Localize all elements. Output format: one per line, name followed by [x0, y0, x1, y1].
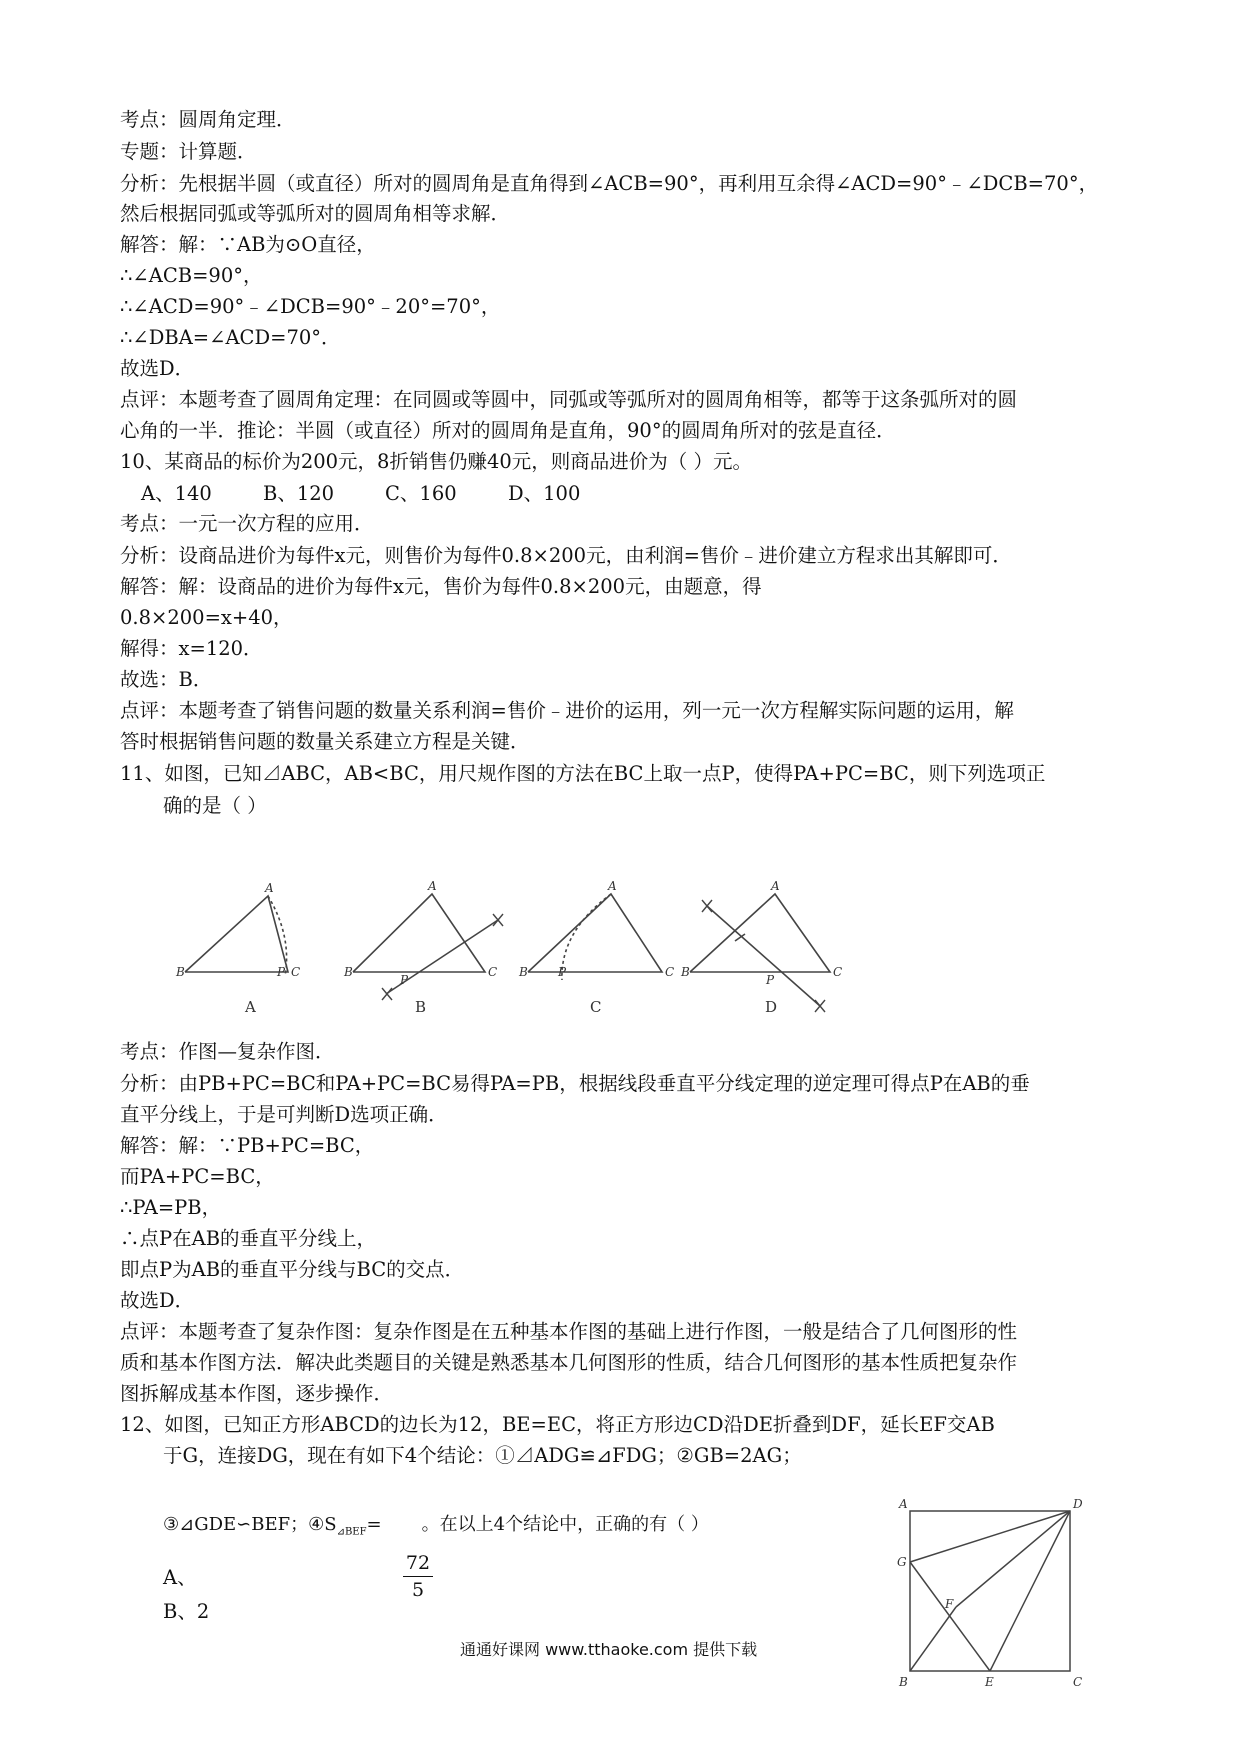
jieda-q11-4: ∴点P在AB的垂直平分线上，	[120, 1227, 377, 1250]
fig-c-b: B	[519, 965, 528, 979]
q10-option-d: D、100	[508, 482, 581, 505]
page-footer: 通通好课网 www.tthaoke.com 提供下载	[460, 1640, 758, 1659]
sq-label-e: E	[985, 1675, 994, 1689]
fenxi-q9-2: 然后根据同弧或等弧所对的圆周角相等求解．	[120, 202, 511, 225]
sq-label-f: F	[945, 1597, 954, 1611]
q12-fraction	[403, 1550, 433, 1603]
sq-label-a: A	[899, 1497, 908, 1511]
kaodian-q10: 考点：一元一次方程的应用．	[120, 512, 374, 535]
figure-d-line	[707, 906, 820, 1006]
figure-c-arc	[562, 894, 611, 980]
fig-d-b: B	[681, 965, 690, 979]
jieda-q10-2: 0.8×200=x+40，	[120, 606, 293, 629]
guxuan-q10: 故选：B．	[120, 668, 213, 691]
jieda-q11-5: 即点P为AB的垂直平分线与BC的交点．	[120, 1258, 465, 1281]
dianping-q10-1: 点评：本题考查了销售问题的数量关系利润=售价﹣进价的运用，列一元一次方程解实际问题的运用，解	[120, 699, 1014, 722]
q10-option-a: A、140	[141, 482, 212, 505]
jieda-q11-2: 而PA+PC=BC，	[120, 1165, 275, 1188]
guxuan-q9: 故选D．	[120, 357, 195, 380]
fenxi-q10: 分析：设商品进价为每件x元，则售价为每件0.8×200元，由利润=售价﹣进价建立方程求出其解即可．	[120, 544, 1012, 567]
q12-option-a: A、	[163, 1566, 197, 1589]
fenxi-q11-1: 分析：由PB+PC=BC和PA+PC=BC易得PA=PB，根据线段垂直平分线定理的逆定理可得点P在AB的垂	[120, 1072, 1030, 1095]
q12-square-figure	[895, 1496, 1095, 1700]
q12-fraction-denominator: 5	[411, 1579, 425, 1601]
q11-figures-svg	[160, 876, 860, 1026]
q12-line3-prefix: ③⊿GDE∽BEF；④S	[163, 1514, 337, 1535]
jieda-q11-1: 解答：解：∵PB+PC=BC，	[120, 1134, 375, 1157]
fig-d-c: C	[833, 965, 843, 979]
figure-c-triangle	[528, 894, 662, 972]
dianping-q9-2: 心角的一半．推论：半圆（或直径）所对的圆周角是直角，90°的圆周角所对的弦是直径．	[120, 419, 896, 442]
jieda-q10-1: 解答：解：设商品的进价为每件x元，售价为每件0.8×200元，由题意，得	[120, 575, 762, 598]
fenxi-q9-1: 分析：先根据半圆（或直径）所对的圆周角是直角得到∠ACB=90°，再利用互余得∠ACD=90°﹣∠DCB=70°，	[120, 172, 1099, 195]
line-de	[990, 1511, 1070, 1671]
q10-option-c: C、160	[385, 482, 457, 505]
q12-fraction-numerator: 72	[403, 1550, 433, 1577]
jieda-q10-3: 解得：x=120．	[120, 637, 263, 660]
question-10: 10、某商品的标价为200元，8折销售仍赚40元，则商品进价为（ ）元。	[120, 450, 752, 473]
jieda-q9-1: 解答：解：∵AB为⊙O直径，	[120, 233, 376, 256]
question-12-3	[163, 1511, 709, 1547]
fig-a-c: C	[291, 965, 301, 979]
line-dg	[910, 1511, 1070, 1562]
jieda-q9-3: ∴∠ACD=90°﹣∠DCB=90°﹣20°=70°，	[120, 295, 501, 318]
fig-a-p: P	[277, 965, 286, 979]
figure-b-triangle	[353, 894, 485, 972]
fig-a-b: B	[176, 965, 185, 979]
sq-label-g: G	[897, 1555, 907, 1569]
fig-b-apex: A	[428, 879, 437, 893]
fig-d-apex: A	[771, 879, 780, 893]
kaodian-q9: 考点：圆周角定理．	[120, 108, 296, 131]
q12-option-b: B、2	[163, 1600, 210, 1623]
fig-c-apex: A	[608, 879, 617, 893]
fig-b-b: B	[344, 965, 353, 979]
fig-c-p: P	[558, 965, 567, 979]
fenxi-q11-2: 直平分线上，于是可判断D选项正确．	[120, 1103, 448, 1126]
question-12-2: 于G，连接DG，现在有如下4个结论：①⊿ADG≌⊿FDG；②GB=2AG；	[163, 1444, 802, 1467]
jieda-q11-3: ∴PA=PB，	[120, 1196, 222, 1219]
jieda-q9-4: ∴∠DBA=∠ACD=70°．	[120, 326, 341, 349]
line-df	[956, 1511, 1070, 1607]
sq-label-b: B	[899, 1675, 908, 1689]
fig-d-p: P	[766, 973, 775, 987]
q12-square-svg	[895, 1496, 1095, 1696]
q11-figures	[160, 876, 860, 1026]
fig-c-c: C	[665, 965, 675, 979]
question-12-1: 12、如图，已知正方形ABCD的边长为12，BE=EC，将正方形边CD沿DE折叠到DF，延长EF交AB	[120, 1413, 995, 1436]
sq-label-d: D	[1073, 1497, 1083, 1511]
dianping-q11-1: 点评：本题考查了复杂作图：复杂作图是在五种基本作图的基础上进行作图，一般是结合了几何图形的性	[120, 1320, 1018, 1343]
dianping-q9-1: 点评：本题考查了圆周角定理：在同圆或等圆中，同弧或等弧所对的圆周角相等，都等于这条弧所对的圆	[120, 388, 1018, 411]
question-11-1: 11、如图，已知⊿ABC，AB<BC，用尺规作图的方法在BC上取一点P，使得PA+PC=BC，则下列选项正	[120, 762, 1046, 785]
fig-a-apex: A	[265, 881, 274, 895]
dianping-q11-3: 图拆解成基本作图，逐步操作．	[120, 1382, 394, 1405]
dianping-q11-2: 质和基本作图方法．解决此类题目的关键是熟悉基本几何图形的性质，结合几何图形的基本性质把复杂作	[120, 1351, 1018, 1374]
question-11-2: 确的是（ ）	[163, 794, 267, 817]
guxuan-q11: 故选D．	[120, 1289, 195, 1312]
zhuanti-q9: 专题：计算题．	[120, 140, 257, 163]
line-fb	[910, 1607, 956, 1671]
figure-label-b: B	[415, 998, 427, 1016]
q12-equals: =	[366, 1514, 382, 1535]
dianping-q10-2: 答时根据销售问题的数量关系建立方程是关键．	[120, 730, 530, 753]
q10-option-b: B、120	[263, 482, 335, 505]
figure-a-triangle	[185, 896, 288, 972]
figure-label-c: C	[590, 998, 602, 1016]
square-abcd	[910, 1511, 1070, 1671]
sq-label-c: C	[1073, 1675, 1083, 1689]
figure-d-triangle	[690, 894, 830, 972]
q12-line3-suffix: 。在以上4个结论中，正确的有（ ）	[421, 1514, 709, 1535]
figure-label-a: A	[245, 998, 256, 1016]
kaodian-q11: 考点：作图—复杂作图．	[120, 1040, 335, 1063]
q12-subscript: ⊿BEF	[336, 1526, 367, 1538]
fig-b-p: P	[400, 973, 409, 987]
fig-b-c: C	[488, 965, 498, 979]
jieda-q9-2: ∴∠ACB=90°，	[120, 264, 263, 287]
figure-label-d: D	[765, 998, 778, 1016]
